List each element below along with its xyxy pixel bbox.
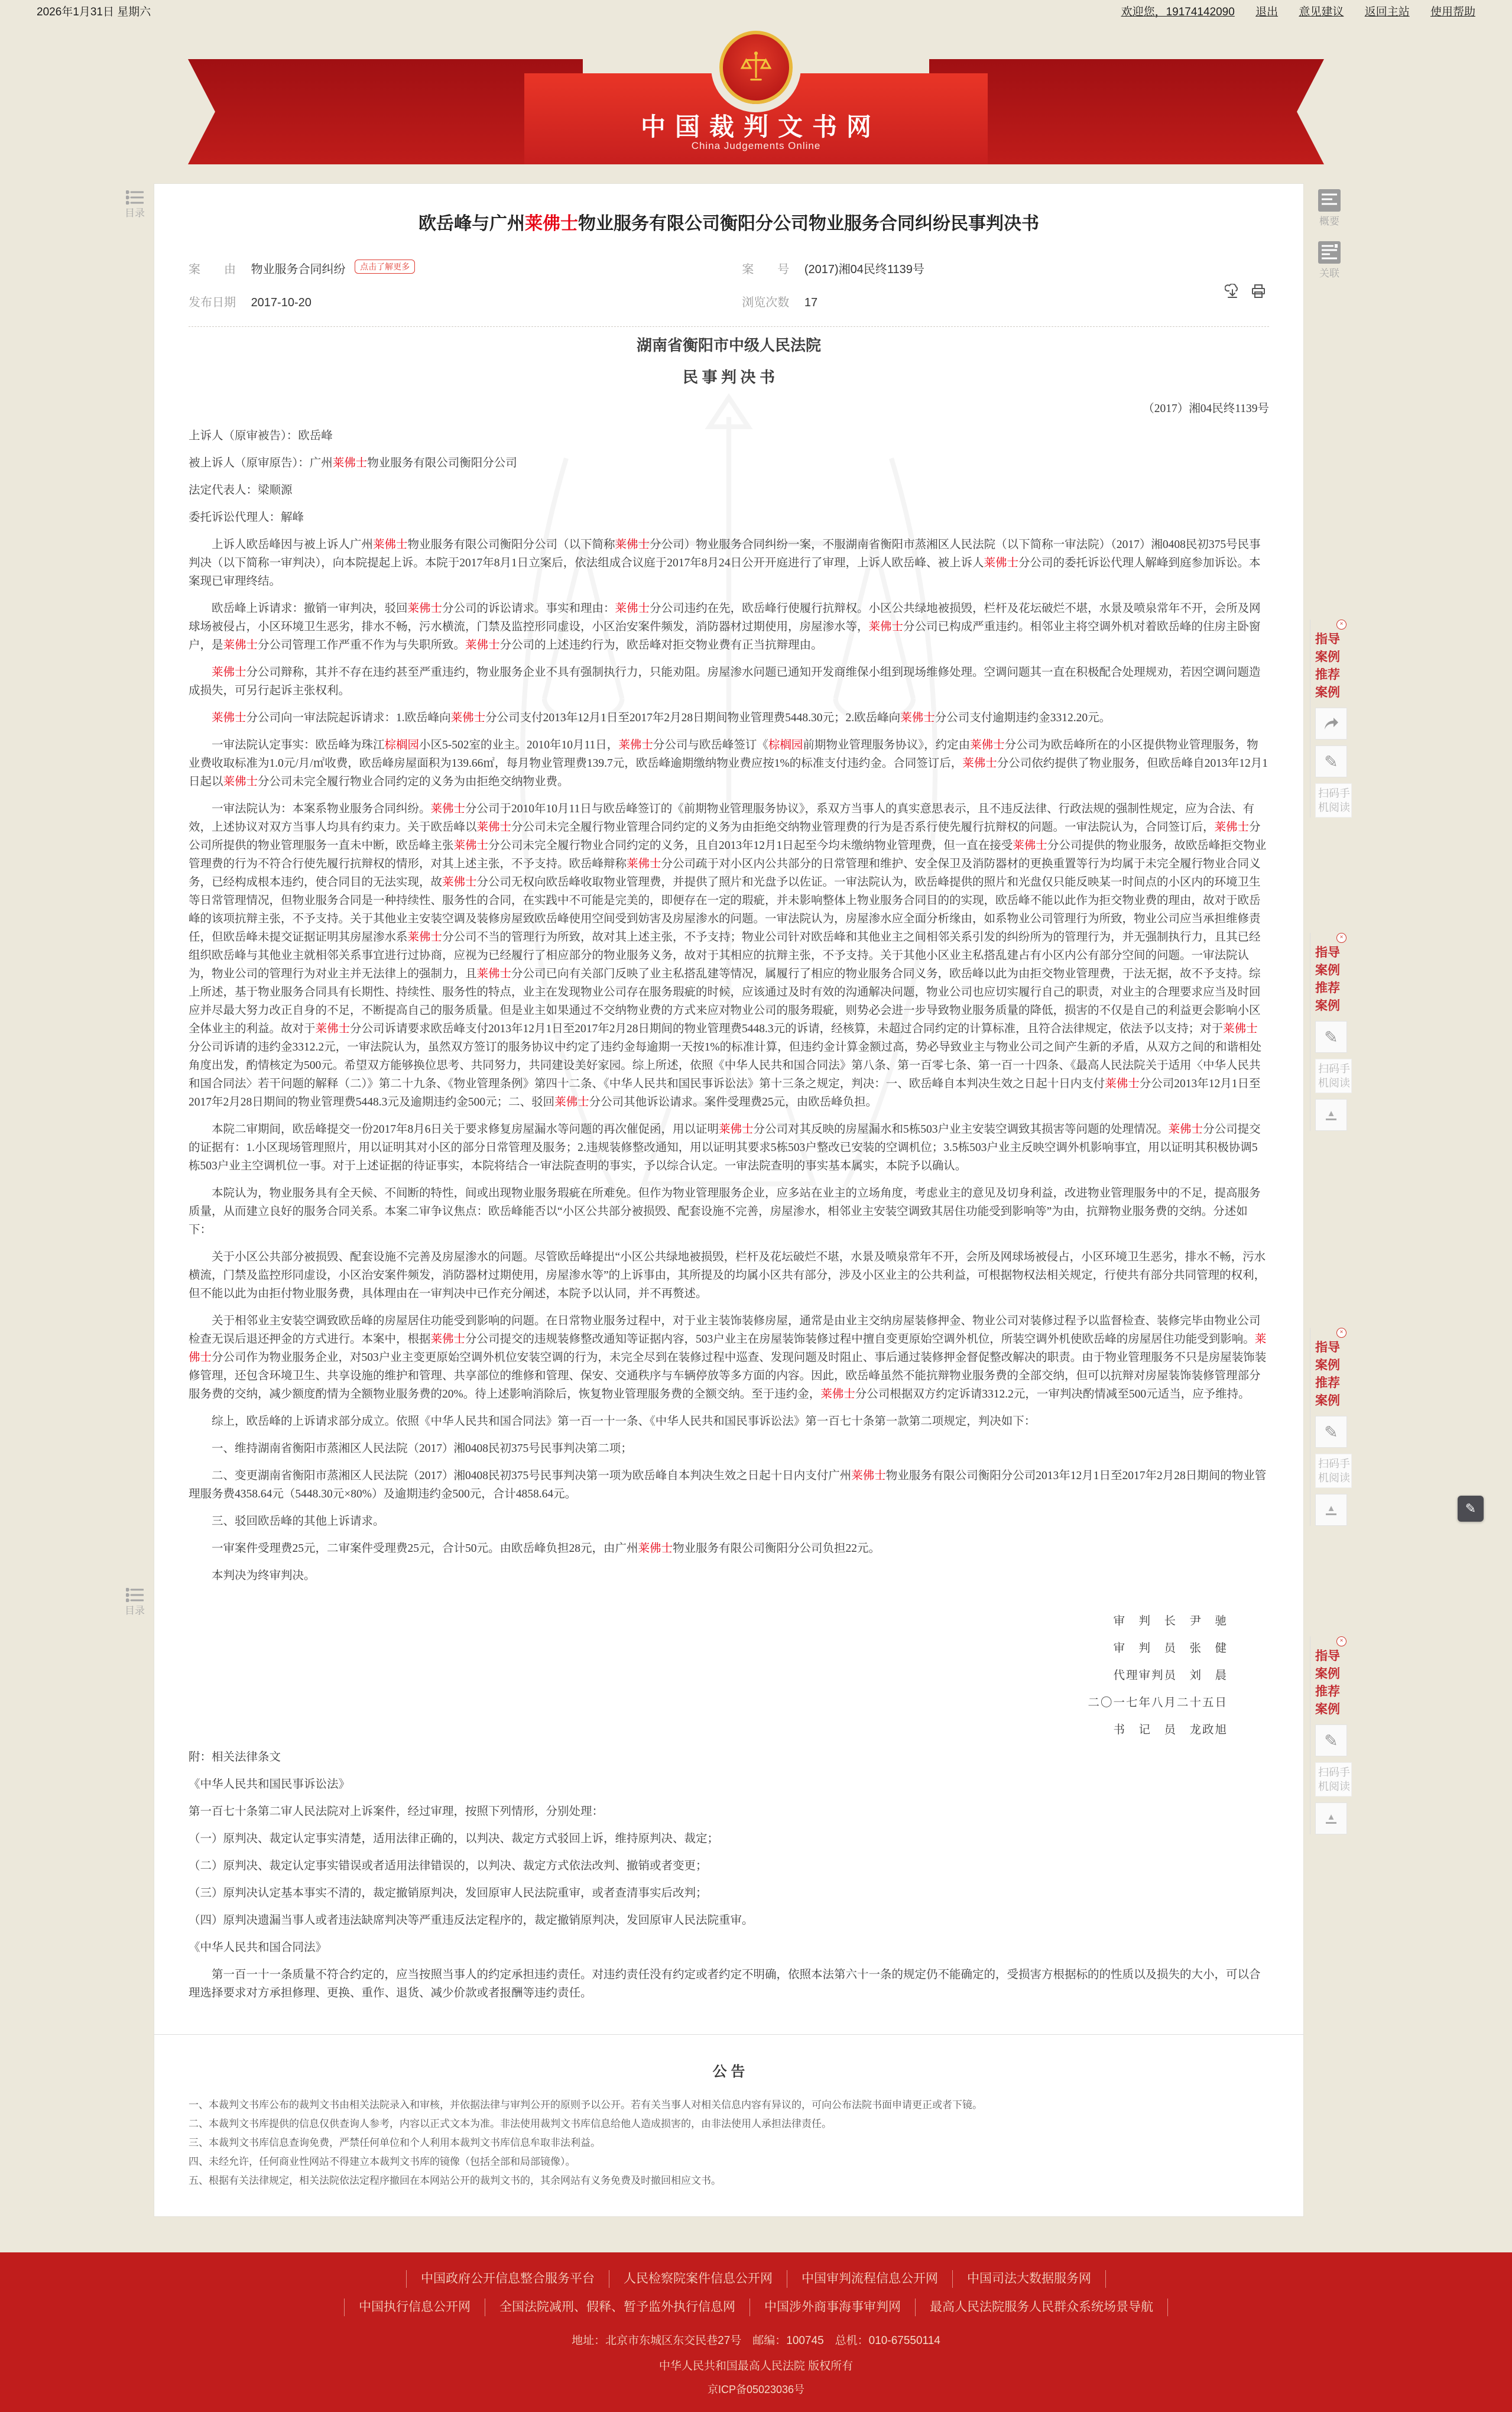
up-arrow-icon: ▲ — [1326, 1503, 1336, 1513]
footer-link[interactable]: 中国执行信息公开网 — [344, 2298, 485, 2316]
site-banner — [0, 21, 1512, 164]
scales-of-justice-icon — [738, 49, 774, 86]
footer-link[interactable]: 全国法院减刑、假释、暂予监外执行信息网 — [485, 2298, 750, 2316]
party-line: 法定代表人：梁顺源 — [189, 484, 293, 497]
date-text: 2026年1月31日 星期六 — [37, 5, 151, 18]
close-icon[interactable]: × — [1336, 1636, 1346, 1646]
summary-button[interactable] — [1312, 188, 1346, 228]
doc-paragraph: 一审法院认定事实：欧岳峰为珠江棕榈园小区5-502室的业主。2010年10月11日，莱佛士分公司与欧岳峰签订《棕榈园前期物业管理服务协议》，约定由莱佛士分公司为欧岳峰所在的小区提供物业管理服务，物业费收取标准为1.0元/月/㎡收费，欧岳峰房屋面积为139.66㎡，每月物业管理费139.7元，欧岳峰逾期缴纳物业费应按1%的标准支付违约金。合同签订后，莱佛士分公司依约提供了物业服务，但欧岳峰自2013年12月1日起以莱佛士分公司未完全履行物业合同约定的义务为由拒绝交纳物业费。 — [189, 739, 1268, 788]
doc-paragraph: 综上，欧岳峰的上诉请求部分成立。依照《中华人民共和国合同法》第一百一十一条、《中华人民共和国民事诉讼法》第一百七十条第一款第二项规定，判决如下： — [212, 1415, 1036, 1428]
download-icon — [1225, 284, 1240, 299]
close-icon[interactable]: × — [1336, 933, 1346, 943]
download-button[interactable] — [1224, 283, 1241, 300]
meta-case-no — [742, 260, 1269, 277]
share-icon — [1323, 716, 1339, 731]
back-home-link[interactable]: 返回主站 — [1364, 5, 1410, 18]
help-link[interactable]: 使用帮助 — [1430, 5, 1475, 18]
doc-paragraph: 本院二审期间，欧岳峰提交一份2017年8月6日关于要求修复房屋漏水等问题的再次催促函，用以证明莱佛士分公司对其反映的房屋漏水和5栋503户业主安装空调致其损害等问题的处理情况。莱佛士分公司提交的证据有：1.小区现场管理照片，用以证明其对小区的部分日常管理及服务；2.违规装修整改通知，用以证明其要求5栋503户整改已安装的空调机位；3.5栋503户业主反映空调外机影响事宜，用以证明其积极协调5栋503户业主空调机位一事。对于上述证据的待证事实，本院将结合一审法院查明的事实，予以综合认定。一审法院查明的事实基本属实，本院予以确认。 — [189, 1123, 1261, 1172]
recommend-case-link[interactable]: 推荐案例 — [1315, 668, 1340, 699]
main-area — [0, 164, 1512, 2252]
case-tools-group — [1310, 620, 1353, 818]
document-title: 欧岳峰与广州莱佛士物业服务有限公司衡阳分公司物业服务合同纠纷民事判决书 — [418, 214, 1039, 234]
case-number-line: （2017）湘04民终1139号 — [1143, 403, 1269, 415]
toc-button-top[interactable] — [122, 190, 148, 220]
meta-publish-date — [189, 293, 742, 310]
related-label: 关联 — [1319, 268, 1339, 279]
appendix-line: 附：相关法律条文 — [189, 1751, 281, 1763]
views-label: 浏览次数 — [742, 296, 790, 309]
meta-views — [742, 293, 1269, 310]
footer-links-row2 — [0, 2298, 1512, 2316]
signature-line: 书 记 员 龙政旭 — [1113, 1724, 1228, 1736]
party-line: 被上诉人（原审原告）：广州莱佛士物业服务有限公司衡阳分公司 — [189, 457, 517, 469]
doc-paragraph: 莱佛士分公司向一审法院起诉请求：1.欧岳峰向莱佛士分公司支付2013年12月1日至2017年2月28日期间物业管理费5448.30元；2.欧岳峰向莱佛士分公司支付逾期违约金3312.20元。 — [212, 712, 1111, 724]
summary-label: 概要 — [1319, 216, 1339, 227]
appendix-line: 第一百一十一条质量不符合约定的，应当按照当事人的约定承担违约责任。对违约责任没有约定或者约定不明确，依照本法第六十一条的规定仍不能确定的，受损害方根据标的的性质以及损失的大小，可以合理选择要求对方承担修理、更换、重作、退货、减少价款或者报酬等违约责任。 — [189, 1969, 1261, 1999]
notice-item: 五、根据有关法律规定，相关法院依法定程序撤回在本网站公开的裁判文书的，其余网站有义务免费及时撤回相应文书。 — [189, 2175, 721, 2186]
back-to-top-button[interactable] — [1315, 1494, 1347, 1526]
court-name: 湖南省衡阳市中级人民法院 — [636, 337, 821, 354]
footer — [0, 2252, 1512, 2412]
back-to-top-button[interactable] — [1315, 1099, 1347, 1131]
site-subtitle: China Judgements Online — [691, 140, 821, 151]
back-to-top-button[interactable] — [1315, 1802, 1347, 1834]
court-emblem-logo — [719, 31, 793, 104]
signature-line: 代理审判员 刘 晨 — [1113, 1669, 1228, 1682]
notice-divider — [154, 2034, 1303, 2035]
appendix-line: （二）原判决、裁定认定事实错误或者适用法律错误的，以判决、裁定方式依法改判、撤销或者变更； — [189, 1860, 708, 1872]
judgment-item: 一、维持湖南省衡阳市蒸湘区人民法院（2017）湘0408民初375号民事判决第二项； — [212, 1442, 632, 1455]
guide-case-link[interactable]: 指导案例 — [1315, 633, 1340, 664]
scan-qr-label[interactable]: 扫码手机阅读 — [1315, 1762, 1352, 1797]
close-icon[interactable]: × — [1336, 1328, 1346, 1338]
doc-paragraph: 一审法院认为：本案系物业服务合同纠纷。莱佛士分公司于2010年10月11日与欧岳峰签订的《前期物业管理服务协议》，系双方当事人的真实意思表示，且不违反法律、行政法规的强制性规定，应为合法、有效，上述协议对双方当事人均具有约束力。关于欧岳峰以莱佛士分公司未完全履行物业管理合同约定的义务为由拒绝交纳物业管理费的行为是否系行使先履行抗辩权的问题。一审法院认为，合同签订后，莱佛士分公司所提供的物业管理服务一直未中断，欧岳峰主张莱佛士分公司未完全履行物业合同约定的义务，且自2013年12月1日起至今均未缴纳物业管理费，但一直在接受莱佛士分公司提供的物业服务，故欧岳峰拒交物业管理费的行为不符合行使先履行抗辩权的情形，对其上述主张，不予支持。欧岳峰辩称莱佛士分公司疏于对小区内公共部分的日常管理和维护、安全保卫及消防器材的更换重置等行为均属于未完全履行物业合同义务，已经构成根本违约，使合同目的无法实现，故莱佛士分公司无权向欧岳峰收取物业管理费，并提供了照片和光盘予以佐证。一审法院认为，欧岳峰提供的照片和光盘仅只能反映某一时间点的小区内的环境卫生等日常管理情况，但物业服务合同是一种持续性、服务性的合同，在实践中不可能是完美的，即便存在一定的瑕疵，并未影响整体上物业服务合同目的的实现，欧岳峰不能以此作为拒交物业费的理由，故对于欧岳峰的该项抗辩主张，不予支持。关于其他业主安装空调及装修房屋致欧岳峰使用空间受到妨害及房屋渗水的问题。一审法院认为，房屋渗水应全面分析缘由，如系物业公司管理行为所致，物业公司应当承担维修责任，但欧岳峰未提交证据证明其房屋渗水系莱佛士分公司不当的管理行为所致，故对其上述主张，不予支持；物业公司针对欧岳峰和其他业主之间相邻关系引发的纠纷所为的管理行为，并无强制执行力，且其已经组织欧岳峰与其他业主就相邻关系事宜进行过协商，应视为已经履行了相应部分的物业服务义务，故对于其相应的抗辩主张，不予支持。关于其他小区业主私搭乱建占有小区内公有部分空间的问题。一审法院认为，物业公司的管理行为对业主并无法律上的强制力，且莱佛士分公司已向有关部门反映了业主私搭乱建等情况，属履行了相应的物业服务合同义务，欧岳峰以此为由拒交物业管理费，于法无据，故不予支持。综上所述，基于物业服务合同具有长期性、持续性、服务性的特点，业主在发现物业公司存在服务瑕疵的时候，应该通过及时有效的沟通解决问题，物业公司也应切实履行自己的职责，对业主的合理要求应当及时回应并尽最大努力改正自身的不足，不断提高自己的服务质量。但是业主如果通过不交纳物业费的方式来应对物业公司的服务瑕疵，则势必会进一步导致物业服务质量的降低，损害的不仅是自己的利益更会影响小区全体业主的利益。故对于莱佛士分公司诉请要求欧岳峰支付2013年12月1日至2017年2月28日期间的物业管理费5448.3元的诉请，经核算，未超过合同约定的计算标准，且符合法律规定，依法予以支持；对于莱佛士分公司诉请的违约金3312.2元，一审法院认为，虽然双方签订的服务协议中约定了违约金每逾期一天按1%的标准计算，但违约金计算金额过高，势必导致业主与物业公司之间产生新的矛盾，从双方之间的和谐相处角度出发，酌情核定为500元。希望双方能够换位思考、共同努力，共同建设美好家园。综上所述，依照《中华人民共和国合同法》第八条、第一百零七条、第一百一十四条、《最高人民法院关于适用〈中华人民共和国合同法〉若干问题的解释（二）》第二十九条、《物业管理条例》第四十二条、《中华人民共和国民事诉讼法》第十三条之规定，判决：一、欧岳峰自本判决生效之日起十日内支付莱佛士分公司2013年12月1日至2017年2月28日期间的物业管理费5448.3元及逾期违约金500元；二、驳回莱佛士分公司其他诉讼请求。案件受理费25元，由欧岳峰负担。 — [189, 803, 1267, 1108]
annotate-button[interactable] — [1315, 745, 1347, 777]
doc-paragraph: 关于小区公共部分被损毁、配套设施不完善及房屋渗水的问题。尽管欧岳峰提出“小区公共绿地被损毁，栏杆及花坛破烂不堪，水景及喷泉常年不开，会所及网球场被侵占，小区环境卫生恶劣，排水不畅，污水横流，门禁及监控形同虚设，小区治安案件频发，消防器材过期使用，房屋渗水等”的上诉事由，其所提及的均属小区共有部分，涉及小区业主的公共利益，可根据物权法相关规定，行使共有部分共同管理的权利，但不能以此为由拒付物业服务费，具体理由在一审判决中已作充分阐述，本院予以认同，并不再赘述。 — [189, 1251, 1266, 1300]
scan-qr-label[interactable]: 扫码手机阅读 — [1315, 1059, 1352, 1093]
scan-qr-label[interactable]: 扫码手机阅读 — [1315, 1454, 1352, 1488]
appendix-line: 《中华人民共和国民事诉讼法》 — [189, 1778, 351, 1791]
doc-paragraph: 本院认为，物业服务具有全天候、不间断的特性，间或出现物业服务瑕疵在所难免。但作为物业管理服务企业，应多站在业主的立场角度，考虑业主的意见及切身利益，改进物业管理服务中的不足，提高服务质量，从而建立良好的服务合同关系。本案二审争议焦点：欧岳峰能否以“小区公共部分被损毁、配套设施不完善，房屋渗水，相邻业主安装空调致其居住功能受到影响等”为由，抗辩物业服务费的交纳。分述如下： — [189, 1187, 1261, 1236]
party-line: 上诉人（原审被告）：欧岳峰 — [189, 430, 333, 442]
annotate-button[interactable] — [1315, 1416, 1347, 1448]
appendix-line: （四）原判决遗漏当事人或者违法缺席判决等严重违反法定程序的，裁定撤销原判决，发回原审人民法院重审。 — [189, 1914, 754, 1927]
doc-paragraph: 关于相邻业主安装空调致欧岳峰的房屋居住功能受到影响的问题。在日常物业服务过程中，对于业主装饰装修房屋，通常是由业主交纳房屋装修押金、物业公司对装修过程予以监督检查、装修完毕由物业公司检查无误后退还押金的方式进行。本案中，根据莱佛士分公司提交的违规装修整改通知等证据内容，503户业主在房屋装饰装修过程中擅自变更原始空调外机位，所装空调外机使欧岳峰的房屋居住功能受到影响。莱佛士分公司作为物业服务企业，对503户业主变更原始空调外机位安装空调的行为，未完全尽到在装修过程中巡查、发现问题及时阻止、事后通过装修押金督促整改解决的职责。由于物业管理服务不只是房屋装饰装修管理，还包含环境卫生、共享设施的维护和管理、共享部位的维修和管理、保安、交通秩序与车辆停放等多方面的内容。因此，欧岳峰虽然不能抗辩物业服务费的全部交纳，但可以抗辩对房屋装饰装修管理部分服务费的交纳，减少额度酌情为全额物业服务费的20%。待上述影响消除后，恢复物业管理服务费的全额交纳。至于违约金，莱佛士分公司根据双方约定诉请3312.2元，一审判决酌情减至500元适当，应予维持。 — [189, 1315, 1267, 1400]
pencil-icon: ✎ — [1324, 1731, 1338, 1750]
topbar — [0, 0, 1512, 21]
appendix-line: （三）原判决认定基本事实不清的，裁定撤销原判决，发回原审人民法院重审，或者查清事实后改判； — [189, 1887, 708, 1899]
notice-item: 一、本裁判文书库公布的裁判文书由相关法院录入和审核，并依据法律与审判公开的原则予以公开。若有关当事人对相关信息内容有异议的，可向公布法院书面申请更正或者下镜。 — [189, 2099, 982, 2110]
footer-icp: 京ICP备05023036号 — [707, 2384, 805, 2395]
case-no-value: (2017)湘04民终1139号 — [804, 263, 924, 276]
guide-case-link[interactable]: 指导案例 — [1315, 1649, 1340, 1681]
summary-icon — [1317, 188, 1342, 213]
toc-button-bottom[interactable] — [122, 1588, 148, 1617]
annotate-button[interactable] — [1315, 1724, 1347, 1756]
footer-address: 地址：北京市东城区东交民巷27号 邮编：100745 总机：010-67550114 — [572, 2335, 940, 2347]
notice-item: 二、本裁判文书库提供的信息仅供查询人参考，内容以正式文本为准。非法使用裁判文书库信息给他人造成损害的，由非法使用人承担法律责任。 — [189, 2118, 832, 2129]
related-button[interactable] — [1312, 240, 1346, 280]
case-no-label: 案 号 — [742, 263, 790, 276]
cause-value: 物业服务合同纠纷 — [251, 263, 346, 276]
notice-item: 三、本裁判文书库信息查询免费，严禁任何单位和个人利用本裁判文书库信息牟取非法利益。 — [189, 2137, 601, 2148]
signature-line: 审 判 长 尹 驰 — [1113, 1615, 1228, 1628]
doc-paragraph: 一审案件受理费25元，二审案件受理费25元，合计50元。由欧岳峰负担28元，由广州莱佛士物业服务有限公司衡阳分公司负担22元。 — [212, 1542, 881, 1555]
toc-label: 目录 — [125, 208, 145, 219]
doc-paragraph: 本判决为终审判决。 — [212, 1570, 316, 1582]
meta-cause — [189, 260, 742, 277]
notice-item: 四、未经允许，任何商业性网站不得建立本裁判文书库的镜像（包括全部和局部镜像）。 — [189, 2156, 576, 2167]
publish-date-label: 发布日期 — [189, 296, 236, 309]
learn-more-badge[interactable]: 点击了解更多 — [355, 260, 415, 274]
annotate-button[interactable] — [1315, 1021, 1347, 1053]
doc-type: 民 事 判 决 书 — [682, 369, 775, 386]
signature-line: 审 判 员 张 健 — [1113, 1642, 1228, 1655]
up-arrow-icon: ▲ — [1326, 1811, 1336, 1822]
footer-link[interactable]: 人民检察院案件信息公开网 — [609, 2270, 787, 2288]
floating-feedback-button[interactable] — [1458, 1496, 1484, 1522]
toc-icon — [126, 190, 144, 205]
welcome-user-link[interactable]: 欢迎您，19174142090 — [1121, 5, 1235, 18]
toc-label: 目录 — [125, 1605, 145, 1616]
guide-case-link[interactable]: 指导案例 — [1315, 1341, 1340, 1372]
judgment-item: 二、变更湖南省衡阳市蒸湘区人民法院（2017）湘0408民初375号民事判决第一项为欧岳峰自本判决生效之日起十日内支付广州莱佛士物业服务有限公司衡阳分公司2013年12月1日至2017年2月28日期间的物业管理服务费4358.64元（5448.30元×80%）及逾期违约金500元，合计4858.64元。 — [189, 1470, 1267, 1500]
pencil-icon: ✎ — [1324, 752, 1338, 771]
case-tools-group — [1310, 1328, 1353, 1526]
pencil-icon: ✎ — [1324, 1422, 1338, 1441]
scan-qr-label[interactable]: 扫码手机阅读 — [1315, 783, 1352, 818]
footer-link[interactable]: 中国审判流程信息公开网 — [787, 2270, 953, 2288]
pencil-icon: ✎ — [1324, 1027, 1338, 1046]
logout-link[interactable]: 退出 — [1255, 5, 1279, 18]
footer-link[interactable]: 中国涉外商事海事审判网 — [750, 2298, 916, 2316]
close-icon[interactable]: × — [1336, 620, 1346, 630]
party-line: 委托诉讼代理人：解峰 — [189, 511, 304, 524]
doc-paragraph: 上诉人欧岳峰因与被上诉人广州莱佛士物业服务有限公司衡阳分公司（以下简称莱佛士分公司）物业服务合同纠纷一案，不服湖南省衡阳市蒸湘区人民法院（以下简称一审法院）（2017）湘0408民初375号民事判决（以下简称一审判决），向本院提起上诉。本院于2017年8月1日立案后，依法组成合议庭于2017年8月24日公开开庭进行了审理，上诉人欧岳峰、被上诉人莱佛士分公司的委托诉讼代理人解峰到庭参加诉讼。本案现已审理终结。 — [189, 539, 1261, 588]
print-button[interactable] — [1250, 283, 1267, 300]
footer-links-row1 — [0, 2270, 1512, 2288]
cause-label: 案 由 — [189, 263, 236, 276]
recommend-case-link[interactable]: 推荐案例 — [1315, 1685, 1340, 1716]
judgment-item: 三、驳回欧岳峰的其他上诉请求。 — [212, 1515, 385, 1528]
pencil-icon: ✎ — [1465, 1501, 1477, 1516]
recommend-case-link[interactable]: 推荐案例 — [1315, 1376, 1340, 1408]
signature-line: 二〇一七年八月二十五日 — [1088, 1697, 1228, 1709]
footer-link[interactable]: 中国政府公开信息整合服务平台 — [406, 2270, 609, 2288]
up-arrow-icon: ▲ — [1326, 1108, 1336, 1119]
case-tools-group — [1310, 933, 1353, 1131]
notice-title: 公 告 — [712, 2064, 745, 2080]
notice-list — [189, 2096, 1269, 2190]
share-button[interactable] — [1315, 708, 1347, 740]
document-meta — [189, 260, 1269, 310]
related-icon — [1317, 240, 1342, 265]
footer-link[interactable]: 中国司法大数据服务网 — [953, 2270, 1106, 2288]
publish-date-value: 2017-10-20 — [251, 296, 312, 309]
print-icon — [1251, 284, 1266, 299]
site-title: 中国裁判文书网 — [640, 113, 881, 141]
recommend-case-link[interactable]: 推荐案例 — [1315, 981, 1340, 1013]
document-card — [154, 183, 1304, 2217]
case-tools-group — [1310, 1636, 1353, 1834]
footer-link[interactable]: 最高人民法院服务人民群众系统场景导航 — [916, 2298, 1168, 2316]
views-value: 17 — [804, 296, 818, 309]
appendix-line: 《中华人民共和国合同法》 — [189, 1941, 327, 1954]
document-body — [189, 333, 1269, 2002]
appendix-line: （一）原判决、裁定认定事实清楚，适用法律正确的，以判决、裁定方式驳回上诉，维持原判决、裁定； — [189, 1833, 719, 1845]
meta-divider — [189, 326, 1269, 327]
footer-copyright: 中华人民共和国最高人民法院 版权所有 — [658, 2360, 854, 2372]
appendix-line: 第一百七十条第二审人民法院对上诉案件，经过审理，按照下列情形，分别处理： — [189, 1805, 604, 1818]
doc-paragraph: 莱佛士分公司辩称，其并不存在违约甚至严重违约，物业服务企业不具有强制执行力，只能劝阻。房屋渗水问题已通知开发商维保小组到现场维修处理。空调问题其一直在积极配合处理规劝，若因空调问题造成损失，可另行起诉主张权利。 — [189, 666, 1261, 697]
guide-case-link[interactable]: 指导案例 — [1315, 946, 1340, 977]
doc-paragraph: 欧岳峰上诉请求：撤销一审判决，驳回莱佛士分公司的诉讼请求。事实和理由：莱佛士分公司违约在先，欧岳峰行使履行抗辩权。小区公共绿地被损毁，栏杆及花坛破烂不堪，水景及喷泉常年不开，会所及网球场被侵占，小区环境卫生恶劣，排水不畅，污水横流，门禁及监控形同虚设，小区治安案件频发，消防器材过期使用，房屋渗水等，莱佛士分公司已构成严重违约。相邻业主将空调外机对着欧岳峰的住房主卧窗户，是莱佛士分公司管理工作严重不作为与失职所致。莱佛士分公司的上述违约行为，欧岳峰对拒交物业费有正当抗辩理由。 — [189, 602, 1261, 651]
feedback-link[interactable]: 意见建议 — [1299, 5, 1344, 18]
toc-icon — [126, 1588, 144, 1602]
